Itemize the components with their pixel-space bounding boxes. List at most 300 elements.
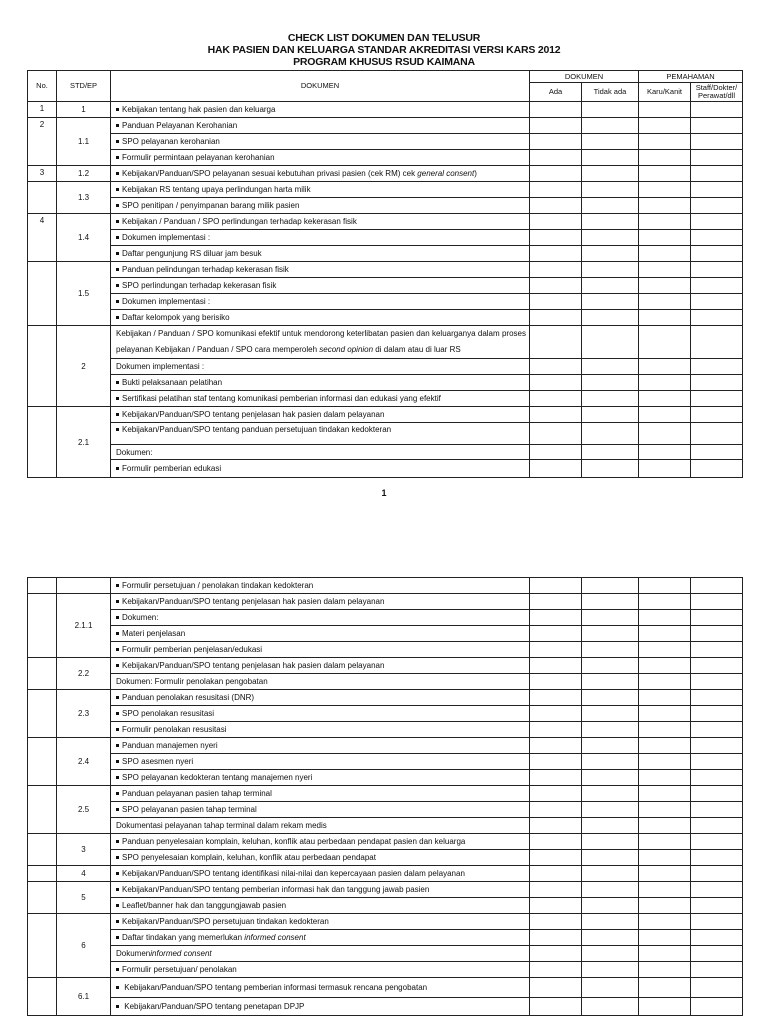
tidak-ada-checkbox-cell[interactable] xyxy=(582,882,639,898)
ada-checkbox-cell[interactable] xyxy=(530,962,582,978)
std-cell: 1.2 xyxy=(57,166,111,182)
tidak-ada-checkbox-cell[interactable] xyxy=(582,834,639,850)
karu-checkbox-cell[interactable] xyxy=(639,294,691,310)
staff-checkbox-cell[interactable] xyxy=(691,850,743,866)
staff-checkbox-cell[interactable] xyxy=(691,246,743,262)
staff-checkbox-cell[interactable] xyxy=(691,962,743,978)
document-cell: Kebijakan/Panduan/SPO tentang penetapan DPJP xyxy=(111,998,530,1016)
karu-checkbox-cell[interactable] xyxy=(639,898,691,914)
karu-checkbox-cell[interactable] xyxy=(639,262,691,278)
karu-checkbox-cell[interactable] xyxy=(639,626,691,642)
table-row xyxy=(28,866,743,882)
tidak-ada-checkbox-cell[interactable] xyxy=(582,770,639,786)
tidak-ada-checkbox-cell[interactable] xyxy=(582,246,639,262)
ada-checkbox-cell[interactable] xyxy=(530,326,582,359)
table-row xyxy=(28,278,743,294)
staff-checkbox-cell[interactable] xyxy=(691,658,743,674)
karu-checkbox-cell[interactable] xyxy=(639,642,691,658)
staff-checkbox-cell[interactable] xyxy=(691,166,743,182)
bullet-icon xyxy=(116,397,119,400)
staff-checkbox-cell[interactable] xyxy=(691,674,743,690)
col-header-tidak-ada: Tidak ada xyxy=(582,83,639,102)
ada-checkbox-cell[interactable] xyxy=(530,278,582,294)
staff-checkbox-cell[interactable] xyxy=(691,610,743,626)
table-row xyxy=(28,310,743,326)
tidak-ada-checkbox-cell[interactable] xyxy=(582,359,639,375)
document-cell: Bukti pelaksanaan pelatihan xyxy=(111,375,530,391)
bullet-icon xyxy=(116,632,119,635)
document-cell: SPO pelayanan pasien tahap terminal xyxy=(111,802,530,818)
karu-checkbox-cell[interactable] xyxy=(639,391,691,407)
tidak-ada-checkbox-cell[interactable] xyxy=(582,326,639,359)
row-number: 3 xyxy=(28,166,57,182)
document-cell: Panduan pelindungan terhadap kekerasan fisik xyxy=(111,262,530,278)
ada-checkbox-cell[interactable] xyxy=(530,626,582,642)
ada-checkbox-cell[interactable] xyxy=(530,914,582,930)
document-cell: Dokumen: xyxy=(111,610,530,626)
tidak-ada-checkbox-cell[interactable] xyxy=(582,150,639,166)
ada-checkbox-cell[interactable] xyxy=(530,850,582,866)
table-row xyxy=(28,914,743,930)
bullet-icon xyxy=(116,792,119,795)
staff-checkbox-cell[interactable] xyxy=(691,866,743,882)
staff-checkbox-cell[interactable] xyxy=(691,898,743,914)
table-row xyxy=(28,326,743,359)
row-number xyxy=(28,578,57,594)
ada-checkbox-cell[interactable] xyxy=(530,310,582,326)
table-row xyxy=(28,610,743,626)
karu-checkbox-cell[interactable] xyxy=(639,690,691,706)
karu-checkbox-cell[interactable] xyxy=(639,674,691,690)
document-cell: Dokumen implementasi : xyxy=(111,230,530,246)
bullet-icon xyxy=(116,986,119,989)
staff-checkbox-cell[interactable] xyxy=(691,722,743,738)
staff-checkbox-cell[interactable] xyxy=(691,391,743,407)
karu-checkbox-cell[interactable] xyxy=(639,658,691,674)
karu-checkbox-cell[interactable] xyxy=(639,134,691,150)
staff-checkbox-cell[interactable] xyxy=(691,445,743,460)
tidak-ada-checkbox-cell[interactable] xyxy=(582,262,639,278)
document-cell: SPO pelayanan kedokteran tentang manajemen nyeri xyxy=(111,770,530,786)
table-row xyxy=(28,770,743,786)
ada-checkbox-cell[interactable] xyxy=(530,690,582,706)
tidak-ada-checkbox-cell[interactable] xyxy=(582,914,639,930)
document-cell: Sertifikasi pelatihan staf tentang komunikasi pemberian informasi dan edukasi yang efektif xyxy=(111,391,530,407)
document-cell: SPO perlindungan terhadap kekerasan fisik xyxy=(111,278,530,294)
ada-checkbox-cell[interactable] xyxy=(530,445,582,460)
staff-checkbox-cell[interactable] xyxy=(691,946,743,962)
staff-checkbox-cell[interactable] xyxy=(691,786,743,802)
staff-checkbox-cell[interactable] xyxy=(691,278,743,294)
tidak-ada-checkbox-cell[interactable] xyxy=(582,375,639,391)
col-group-pemahaman: PEMAHAMAN xyxy=(639,71,743,83)
ada-checkbox-cell[interactable] xyxy=(530,134,582,150)
karu-checkbox-cell[interactable] xyxy=(639,914,691,930)
tidak-ada-checkbox-cell[interactable] xyxy=(582,626,639,642)
ada-checkbox-cell[interactable] xyxy=(530,610,582,626)
std-cell: 2.5 xyxy=(57,786,111,834)
staff-checkbox-cell[interactable] xyxy=(691,214,743,230)
document-cell: Kebijakan/Panduan/SPO tentang pemberian informasi hak dan tanggung jawab pasien xyxy=(111,882,530,898)
ada-checkbox-cell[interactable] xyxy=(530,118,582,134)
document-cell: SPO asesmen nyeri xyxy=(111,754,530,770)
table-row xyxy=(28,134,743,150)
karu-checkbox-cell[interactable] xyxy=(639,375,691,391)
karu-checkbox-cell[interactable] xyxy=(639,310,691,326)
karu-checkbox-cell[interactable] xyxy=(639,930,691,946)
row-number xyxy=(28,407,57,478)
tidak-ada-checkbox-cell[interactable] xyxy=(582,802,639,818)
bullet-icon xyxy=(116,220,119,223)
staff-checkbox-cell[interactable] xyxy=(691,914,743,930)
bullet-icon xyxy=(116,156,119,159)
document-cell: SPO pelayanan kerohanian xyxy=(111,134,530,150)
row-number xyxy=(28,866,57,882)
bullet-icon xyxy=(116,413,119,416)
ada-checkbox-cell[interactable] xyxy=(530,978,582,998)
karu-checkbox-cell[interactable] xyxy=(639,998,691,1016)
ada-checkbox-cell[interactable] xyxy=(530,866,582,882)
table-row xyxy=(28,738,743,754)
karu-checkbox-cell[interactable] xyxy=(639,834,691,850)
ada-checkbox-cell[interactable] xyxy=(530,738,582,754)
ada-checkbox-cell[interactable] xyxy=(530,930,582,946)
ada-checkbox-cell[interactable] xyxy=(530,262,582,278)
staff-checkbox-cell[interactable] xyxy=(691,882,743,898)
ada-checkbox-cell[interactable] xyxy=(530,460,582,478)
karu-checkbox-cell[interactable] xyxy=(639,786,691,802)
tidak-ada-checkbox-cell[interactable] xyxy=(582,198,639,214)
bullet-icon xyxy=(116,776,119,779)
bullet-icon xyxy=(116,204,119,207)
document-cell: Kebijakan/Panduan/SPO tentang identifikasi nilai-nilai dan kepercayaan pasien dalam pelayanan xyxy=(111,866,530,882)
staff-checkbox-cell[interactable] xyxy=(691,690,743,706)
tidak-ada-checkbox-cell[interactable] xyxy=(582,690,639,706)
ada-checkbox-cell[interactable] xyxy=(530,150,582,166)
tidak-ada-checkbox-cell[interactable] xyxy=(582,738,639,754)
staff-checkbox-cell[interactable] xyxy=(691,460,743,478)
bullet-icon xyxy=(116,856,119,859)
karu-checkbox-cell[interactable] xyxy=(639,946,691,962)
table-row xyxy=(28,246,743,262)
tidak-ada-checkbox-cell[interactable] xyxy=(582,642,639,658)
karu-checkbox-cell[interactable] xyxy=(639,978,691,998)
table-row xyxy=(28,962,743,978)
bullet-icon xyxy=(116,268,119,271)
karu-checkbox-cell[interactable] xyxy=(639,770,691,786)
col-group-dokumen: DOKUMEN xyxy=(530,71,639,83)
tidak-ada-checkbox-cell[interactable] xyxy=(582,610,639,626)
staff-checkbox-cell[interactable] xyxy=(691,626,743,642)
ada-checkbox-cell[interactable] xyxy=(530,706,582,722)
tidak-ada-checkbox-cell[interactable] xyxy=(582,866,639,882)
staff-checkbox-cell[interactable] xyxy=(691,134,743,150)
staff-checkbox-cell[interactable] xyxy=(691,310,743,326)
ada-checkbox-cell[interactable] xyxy=(530,658,582,674)
tidak-ada-checkbox-cell[interactable] xyxy=(582,946,639,962)
tidak-ada-checkbox-cell[interactable] xyxy=(582,294,639,310)
ada-checkbox-cell[interactable] xyxy=(530,642,582,658)
bullet-icon xyxy=(116,252,119,255)
ada-checkbox-cell[interactable] xyxy=(530,423,582,445)
document-cell: Dokumeninformed consent xyxy=(111,946,530,962)
tidak-ada-checkbox-cell[interactable] xyxy=(582,658,639,674)
staff-checkbox-cell[interactable] xyxy=(691,326,743,359)
staff-checkbox-cell[interactable] xyxy=(691,706,743,722)
tidak-ada-checkbox-cell[interactable] xyxy=(582,134,639,150)
karu-checkbox-cell[interactable] xyxy=(639,962,691,978)
karu-checkbox-cell[interactable] xyxy=(639,423,691,445)
tidak-ada-checkbox-cell[interactable] xyxy=(582,706,639,722)
tidak-ada-checkbox-cell[interactable] xyxy=(582,445,639,460)
table-row xyxy=(28,375,743,391)
tidak-ada-checkbox-cell[interactable] xyxy=(582,118,639,134)
karu-checkbox-cell[interactable] xyxy=(639,850,691,866)
karu-checkbox-cell[interactable] xyxy=(639,722,691,738)
document-cell: Kebijakan tentang hak pasien dan keluarga xyxy=(111,102,530,118)
staff-checkbox-cell[interactable] xyxy=(691,770,743,786)
staff-checkbox-cell[interactable] xyxy=(691,642,743,658)
karu-checkbox-cell[interactable] xyxy=(639,866,691,882)
staff-checkbox-cell[interactable] xyxy=(691,594,743,610)
karu-checkbox-cell[interactable] xyxy=(639,278,691,294)
staff-checkbox-cell[interactable] xyxy=(691,998,743,1016)
staff-checkbox-cell[interactable] xyxy=(691,230,743,246)
karu-checkbox-cell[interactable] xyxy=(639,882,691,898)
staff-checkbox-cell[interactable] xyxy=(691,407,743,423)
std-cell: 1.1 xyxy=(57,118,111,166)
tidak-ada-checkbox-cell[interactable] xyxy=(582,594,639,610)
row-number xyxy=(28,326,57,407)
staff-checkbox-cell[interactable] xyxy=(691,802,743,818)
col-header-no: No. xyxy=(28,71,57,102)
table-row xyxy=(28,445,743,460)
document-cell: Kebijakan/Panduan/SPO pelayanan sesuai kebutuhan privasi pasien (cek RM) cek general consent) xyxy=(111,166,530,182)
tidak-ada-checkbox-cell[interactable] xyxy=(582,278,639,294)
document-cell: Panduan penolakan resusitasi (DNR) xyxy=(111,690,530,706)
karu-checkbox-cell[interactable] xyxy=(639,214,691,230)
row-number xyxy=(28,914,57,978)
tidak-ada-checkbox-cell[interactable] xyxy=(582,214,639,230)
ada-checkbox-cell[interactable] xyxy=(530,802,582,818)
row-number xyxy=(28,658,57,690)
staff-checkbox-cell[interactable] xyxy=(691,182,743,198)
bullet-icon xyxy=(116,920,119,923)
tidak-ada-checkbox-cell[interactable] xyxy=(582,102,639,118)
document-cell: Leaflet/banner hak dan tanggungjawab pasien xyxy=(111,898,530,914)
staff-checkbox-cell[interactable] xyxy=(691,930,743,946)
bullet-icon xyxy=(116,840,119,843)
table-row xyxy=(28,118,743,134)
karu-checkbox-cell[interactable] xyxy=(639,359,691,375)
karu-checkbox-cell[interactable] xyxy=(639,754,691,770)
staff-checkbox-cell[interactable] xyxy=(691,818,743,834)
karu-checkbox-cell[interactable] xyxy=(639,445,691,460)
tidak-ada-checkbox-cell[interactable] xyxy=(582,850,639,866)
bullet-icon xyxy=(116,172,119,175)
bullet-icon xyxy=(116,124,119,127)
std-cell: 5 xyxy=(57,882,111,914)
karu-checkbox-cell[interactable] xyxy=(639,610,691,626)
ada-checkbox-cell[interactable] xyxy=(530,359,582,375)
document-cell: Formulir persetujuan/ penolakan xyxy=(111,962,530,978)
table-row xyxy=(28,423,743,445)
tidak-ada-checkbox-cell[interactable] xyxy=(582,898,639,914)
staff-checkbox-cell[interactable] xyxy=(691,150,743,166)
tidak-ada-checkbox-cell[interactable] xyxy=(582,460,639,478)
staff-checkbox-cell[interactable] xyxy=(691,578,743,594)
table-row xyxy=(28,166,743,182)
ada-checkbox-cell[interactable] xyxy=(530,674,582,690)
karu-checkbox-cell[interactable] xyxy=(639,102,691,118)
ada-checkbox-cell[interactable] xyxy=(530,722,582,738)
bullet-icon xyxy=(116,728,119,731)
ada-checkbox-cell[interactable] xyxy=(530,214,582,230)
tidak-ada-checkbox-cell[interactable] xyxy=(582,166,639,182)
table-row xyxy=(28,578,743,594)
table-row xyxy=(28,460,743,478)
table-row xyxy=(28,182,743,198)
tidak-ada-checkbox-cell[interactable] xyxy=(582,818,639,834)
document-cell: Daftar pengunjung RS diluar jam besuk xyxy=(111,246,530,262)
karu-checkbox-cell[interactable] xyxy=(639,594,691,610)
staff-checkbox-cell[interactable] xyxy=(691,198,743,214)
ada-checkbox-cell[interactable] xyxy=(530,818,582,834)
ada-checkbox-cell[interactable] xyxy=(530,898,582,914)
bullet-icon xyxy=(116,600,119,603)
staff-checkbox-cell[interactable] xyxy=(691,834,743,850)
row-number xyxy=(28,978,57,1016)
ada-checkbox-cell[interactable] xyxy=(530,770,582,786)
karu-checkbox-cell[interactable] xyxy=(639,246,691,262)
std-cell: 3 xyxy=(57,834,111,866)
std-cell xyxy=(57,578,111,594)
tidak-ada-checkbox-cell[interactable] xyxy=(582,930,639,946)
bullet-icon xyxy=(116,696,119,699)
ada-checkbox-cell[interactable] xyxy=(530,375,582,391)
col-header-karu: Karu/Kanit xyxy=(639,83,691,102)
ada-checkbox-cell[interactable] xyxy=(530,834,582,850)
tidak-ada-checkbox-cell[interactable] xyxy=(582,754,639,770)
ada-checkbox-cell[interactable] xyxy=(530,786,582,802)
tidak-ada-checkbox-cell[interactable] xyxy=(582,391,639,407)
ada-checkbox-cell[interactable] xyxy=(530,946,582,962)
document-cell: Kebijakan/Panduan/SPO tentang penjelasan hak pasien dalam pelayanan xyxy=(111,407,530,423)
document-cell: Formulir penolakan resusitasi xyxy=(111,722,530,738)
tidak-ada-checkbox-cell[interactable] xyxy=(582,978,639,998)
tidak-ada-checkbox-cell[interactable] xyxy=(582,407,639,423)
bullet-icon xyxy=(116,140,119,143)
ada-checkbox-cell[interactable] xyxy=(530,294,582,310)
tidak-ada-checkbox-cell[interactable] xyxy=(582,182,639,198)
bullet-icon xyxy=(116,936,119,939)
ada-checkbox-cell[interactable] xyxy=(530,882,582,898)
ada-checkbox-cell[interactable] xyxy=(530,998,582,1016)
ada-checkbox-cell[interactable] xyxy=(530,102,582,118)
bullet-icon xyxy=(116,616,119,619)
bullet-icon xyxy=(116,236,119,239)
table-row xyxy=(28,834,743,850)
karu-checkbox-cell[interactable] xyxy=(639,118,691,134)
karu-checkbox-cell[interactable] xyxy=(639,738,691,754)
table-row xyxy=(28,786,743,802)
bullet-icon xyxy=(116,584,119,587)
ada-checkbox-cell[interactable] xyxy=(530,182,582,198)
staff-checkbox-cell[interactable] xyxy=(691,262,743,278)
ada-checkbox-cell[interactable] xyxy=(530,166,582,182)
tidak-ada-checkbox-cell[interactable] xyxy=(582,786,639,802)
document-cell: Formulir pemberian penjelasan/edukasi xyxy=(111,642,530,658)
ada-checkbox-cell[interactable] xyxy=(530,391,582,407)
karu-checkbox-cell[interactable] xyxy=(639,460,691,478)
std-cell: 2.3 xyxy=(57,690,111,738)
tidak-ada-checkbox-cell[interactable] xyxy=(582,423,639,445)
staff-checkbox-cell[interactable] xyxy=(691,118,743,134)
karu-checkbox-cell[interactable] xyxy=(639,182,691,198)
document-cell: Dokumentasi pelayanan tahap terminal dalam rekam medis xyxy=(111,818,530,834)
document-cell: Kebijakan RS tentang upaya perlindungan harta milik xyxy=(111,182,530,198)
col-header-std: STD/EP xyxy=(57,71,111,102)
ada-checkbox-cell[interactable] xyxy=(530,754,582,770)
staff-checkbox-cell[interactable] xyxy=(691,375,743,391)
tidak-ada-checkbox-cell[interactable] xyxy=(582,230,639,246)
bullet-icon xyxy=(116,381,119,384)
std-cell: 2.1.1 xyxy=(57,594,111,658)
karu-checkbox-cell[interactable] xyxy=(639,230,691,246)
ada-checkbox-cell[interactable] xyxy=(530,578,582,594)
tidak-ada-checkbox-cell[interactable] xyxy=(582,310,639,326)
staff-checkbox-cell[interactable] xyxy=(691,423,743,445)
ada-checkbox-cell[interactable] xyxy=(530,246,582,262)
karu-checkbox-cell[interactable] xyxy=(639,166,691,182)
bullet-icon xyxy=(116,188,119,191)
karu-checkbox-cell[interactable] xyxy=(639,706,691,722)
bullet-icon xyxy=(116,108,119,111)
tidak-ada-checkbox-cell[interactable] xyxy=(582,722,639,738)
ada-checkbox-cell[interactable] xyxy=(530,198,582,214)
karu-checkbox-cell[interactable] xyxy=(639,326,691,359)
tidak-ada-checkbox-cell[interactable] xyxy=(582,998,639,1016)
staff-checkbox-cell[interactable] xyxy=(691,754,743,770)
table-row xyxy=(28,294,743,310)
page-number: 1 xyxy=(381,488,387,498)
ada-checkbox-cell[interactable] xyxy=(530,594,582,610)
staff-checkbox-cell[interactable] xyxy=(691,359,743,375)
ada-checkbox-cell[interactable] xyxy=(530,230,582,246)
staff-checkbox-cell[interactable] xyxy=(691,978,743,998)
karu-checkbox-cell[interactable] xyxy=(639,198,691,214)
tidak-ada-checkbox-cell[interactable] xyxy=(582,578,639,594)
karu-checkbox-cell[interactable] xyxy=(639,818,691,834)
staff-checkbox-cell[interactable] xyxy=(691,294,743,310)
ada-checkbox-cell[interactable] xyxy=(530,407,582,423)
karu-checkbox-cell[interactable] xyxy=(639,578,691,594)
tidak-ada-checkbox-cell[interactable] xyxy=(582,674,639,690)
table-row xyxy=(28,998,743,1016)
tidak-ada-checkbox-cell[interactable] xyxy=(582,962,639,978)
row-number xyxy=(28,834,57,866)
bullet-icon xyxy=(116,284,119,287)
std-cell: 2 xyxy=(57,326,111,407)
document-cell: Kebijakan/Panduan/SPO tentang pemberian informasi termasuk rencana pengobatan xyxy=(111,978,530,998)
karu-checkbox-cell[interactable] xyxy=(639,407,691,423)
karu-checkbox-cell[interactable] xyxy=(639,150,691,166)
staff-checkbox-cell[interactable] xyxy=(691,738,743,754)
karu-checkbox-cell[interactable] xyxy=(639,802,691,818)
staff-checkbox-cell[interactable] xyxy=(691,102,743,118)
table-row xyxy=(28,150,743,166)
row-number xyxy=(28,262,57,326)
